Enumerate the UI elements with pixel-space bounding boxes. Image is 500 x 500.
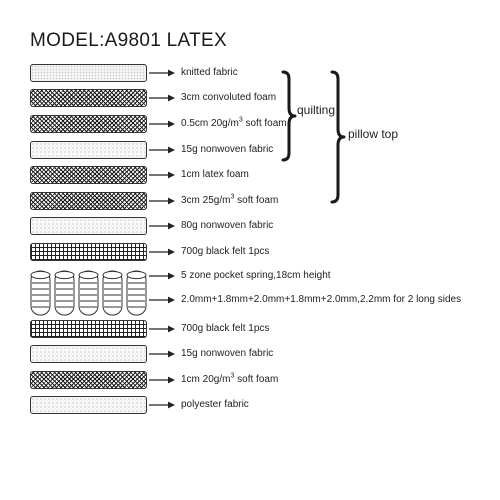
nonwoven-fabric-layer — [30, 345, 147, 363]
pillow-top-brace — [329, 70, 349, 204]
soft-foam-layer — [30, 115, 147, 133]
convoluted-foam-layer — [30, 89, 147, 107]
arrow-right-icon — [148, 325, 176, 333]
arrow-right-icon — [148, 120, 176, 128]
pocket-spring-layer — [29, 267, 149, 319]
layer-label: 80g nonwoven fabric — [181, 220, 274, 231]
model-title: MODEL:A9801 LATEX — [30, 30, 227, 51]
black-felt-layer — [30, 243, 147, 261]
arrow-right-icon — [148, 222, 176, 230]
layer-label: 15g nonwoven fabric — [181, 348, 274, 359]
layer-label: polyester fabric — [181, 399, 249, 410]
soft-foam-layer — [30, 192, 147, 210]
latex-foam-layer — [30, 166, 147, 184]
layer-label: 15g nonwoven fabric — [181, 144, 274, 155]
black-felt-layer — [30, 320, 147, 338]
layer-label: 3cm $25g/m^3$ soft foam — [181, 193, 279, 206]
polyester-fabric-layer — [30, 396, 147, 414]
knitted-fabric-layer — [30, 64, 147, 82]
layer-label: 5 zone pocket spring,18cm height — [181, 270, 331, 281]
arrow-right-icon — [148, 197, 176, 205]
arrow-right-icon — [148, 272, 176, 280]
arrow-right-icon — [148, 401, 176, 409]
quilting-label: quilting — [297, 103, 336, 117]
layer-label: 1cm latex foam — [181, 169, 249, 180]
layer-label: 3cm convoluted foam — [181, 92, 277, 103]
arrow-right-icon — [148, 94, 176, 102]
pillow-top-label: pillow top — [348, 127, 399, 141]
layer-label: 0.5cm $20g/m^3$ soft foam — [181, 116, 287, 129]
layer-label: 700g black felt 1pcs — [181, 323, 270, 334]
layer-label: knitted fabric — [181, 67, 238, 78]
layer-label: 1cm $20g/m^3$ soft foam — [181, 372, 279, 385]
arrow-right-icon — [148, 376, 176, 384]
layer-label: 700g black felt 1pcs — [181, 246, 270, 257]
arrow-right-icon — [148, 248, 176, 256]
arrow-right-icon — [148, 350, 176, 358]
nonwoven-fabric-layer — [30, 217, 147, 235]
arrow-right-icon — [148, 146, 176, 154]
arrow-right-icon — [148, 171, 176, 179]
arrow-right-icon — [148, 296, 176, 304]
soft-foam-layer — [30, 371, 147, 389]
layer-label: 2.0mm+1.8mm+2.0mm+1.8mm+2.0mm,2.2mm for 2 long sides — [181, 294, 462, 305]
arrow-right-icon — [148, 69, 176, 77]
nonwoven-fabric-layer — [30, 141, 147, 159]
